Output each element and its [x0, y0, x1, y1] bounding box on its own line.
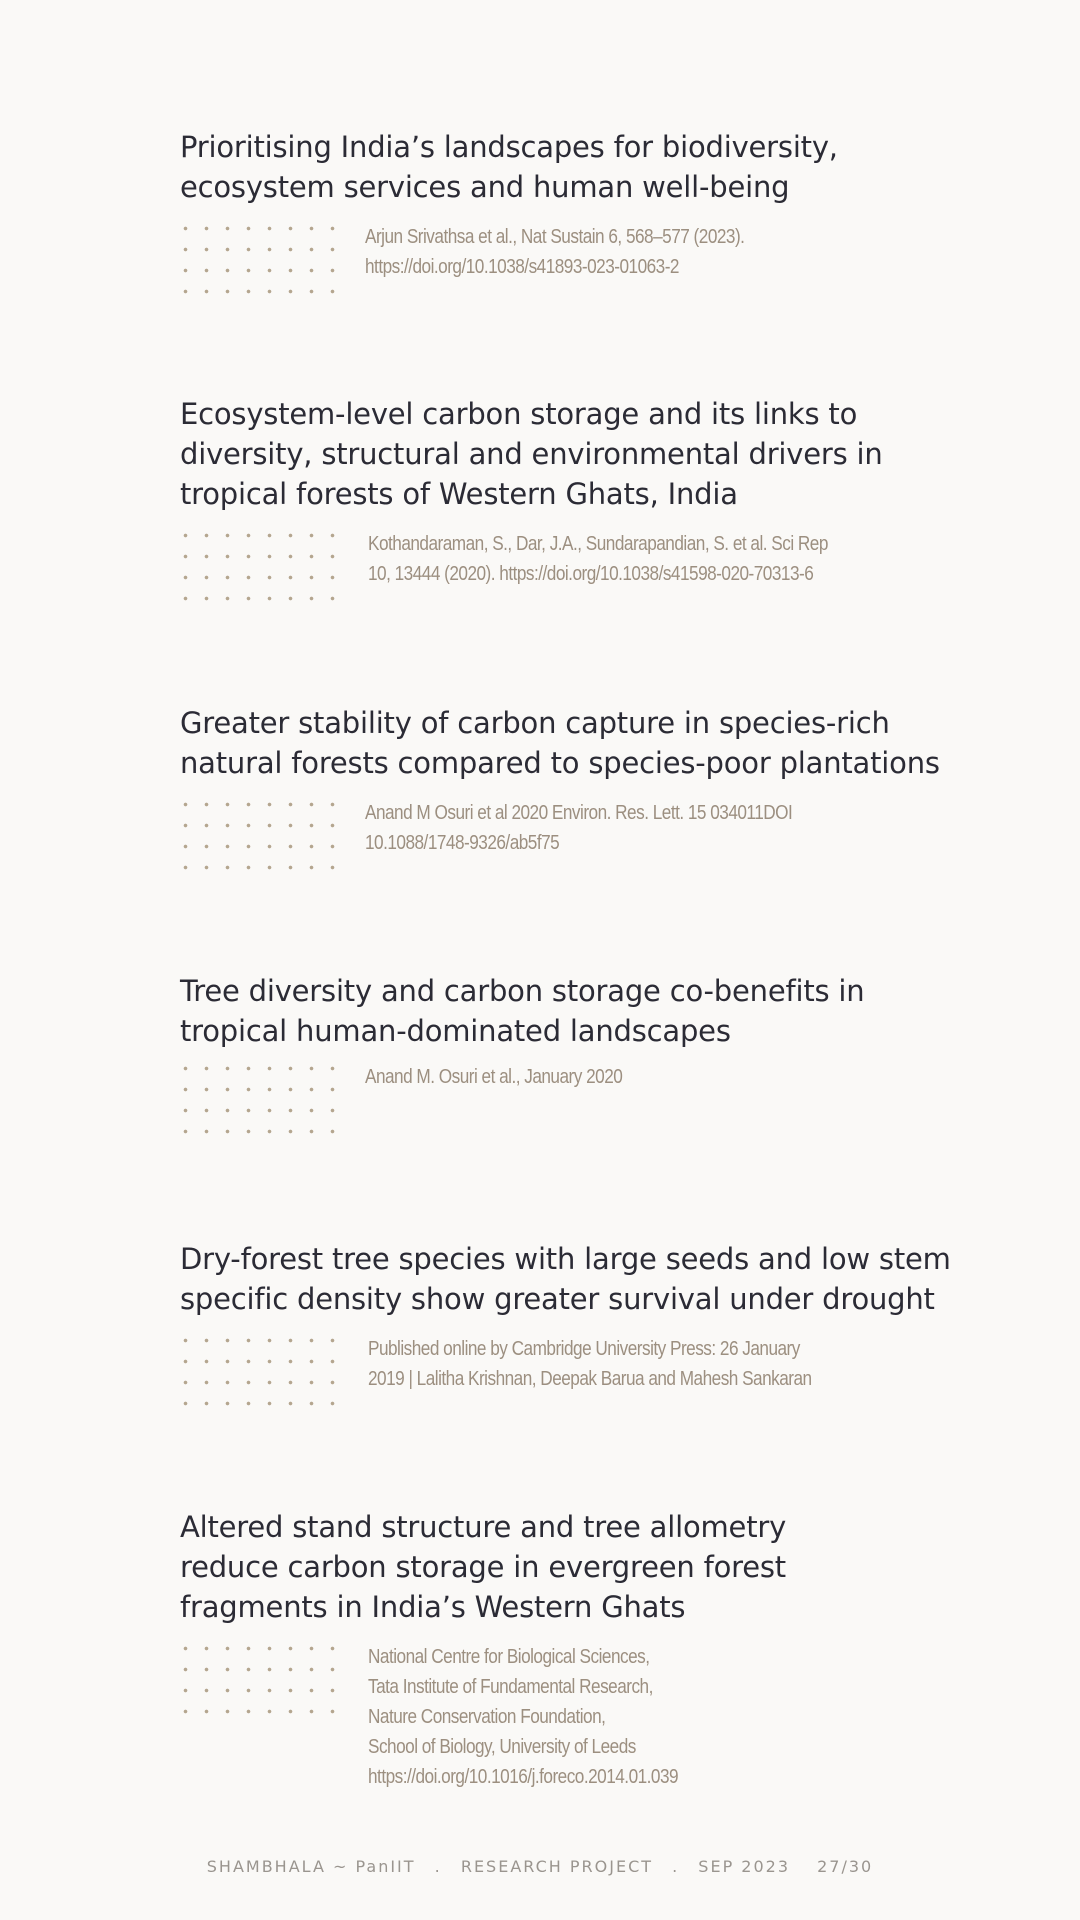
reference-entry: [180, 1507, 980, 1792]
doi-link[interactable]: https://doi.org/10.1038/s41893-023-01063-2: [365, 256, 679, 278]
footer-separator: .: [672, 1857, 680, 1876]
footer-separator: .: [434, 1857, 442, 1876]
footer-date: SEP 2023: [698, 1857, 791, 1876]
reference-citation: Published online by Cambridge University Press: 26 January 2019 | Lalitha Krishnan, Deepak Barua and Mahesh Sankaran: [368, 1338, 812, 1390]
footer-label: RESEARCH PROJECT: [460, 1857, 654, 1876]
reference-title: Tree diversity and carbon storage co-benefits in tropical human-dominated landscapes: [180, 974, 865, 1048]
dot-grid-decoration: [183, 1646, 343, 1716]
reference-title: Ecosystem-level carbon storage and its links to diversity, structural and environmental drivers in tropical forests of Western Ghats, India: [180, 397, 883, 511]
reference-title: Prioritising India’s landscapes for biodiversity, ecosystem services and human well-being: [180, 130, 838, 204]
page-footer: [0, 1857, 1080, 1876]
reference-citation: Anand M Osuri et al 2020 Environ. Res. Lett. 15 034011DOI 10.1088/1748-9326/ab5f75: [365, 802, 793, 854]
dot-grid-decoration: [183, 533, 343, 603]
reference-meta: [180, 1334, 980, 1394]
page-number: 27/30: [817, 1857, 874, 1876]
dot-grid-decoration: [183, 1066, 343, 1136]
reference-meta: [180, 222, 980, 282]
reference-meta: [180, 1642, 980, 1792]
reference-citation: Anand M. Osuri et al., January 2020: [365, 1066, 623, 1088]
reference-citation: National Centre for Biological Sciences, Tata Institute of Fundamental Research, Nature Conservation Foundation, School of Biology, University of Leeds https://doi.org/10.1016/j.foreco.2014.01.039: [368, 1642, 893, 1792]
reference-meta: [180, 529, 980, 589]
reference-citation: Arjun Srivathsa et al., Nat Sustain 6, 568–577 (2023). https://doi.org/10.1038/s41893-023-01063-2: [365, 222, 890, 282]
reference-meta: [180, 1062, 980, 1092]
doi-link[interactable]: https://doi.org/10.1016/j.foreco.2014.01.039: [368, 1766, 679, 1788]
reference-entry: [180, 971, 980, 1092]
dot-grid-decoration: [183, 1338, 343, 1408]
reference-entry: [180, 127, 980, 282]
dot-grid-decoration: [183, 226, 343, 296]
footer-project: SHAMBHALA ~ PanIIT: [206, 1857, 416, 1876]
reference-title: Greater stability of carbon capture in species-rich natural forests compared to species-poor plantations: [180, 706, 940, 780]
reference-title: Dry-forest tree species with large seeds and low stem specific density show greater survival under drought: [180, 1242, 951, 1316]
reference-meta: [180, 798, 980, 858]
reference-entry: [180, 703, 980, 858]
dot-grid-decoration: [183, 802, 343, 872]
reference-title: Altered stand structure and tree allometry reduce carbon storage in evergreen forest fragments in India’s Western Ghats: [180, 1510, 787, 1624]
reference-citation: Kothandaraman, S., Dar, J.A., Sundarapandian, S. et al. Sci Rep 10, 13444 (2020). https://doi.org/10.1038/s41598-020-70313-6: [368, 533, 828, 585]
reference-entry: [180, 1239, 980, 1394]
reference-entry: [180, 394, 980, 589]
